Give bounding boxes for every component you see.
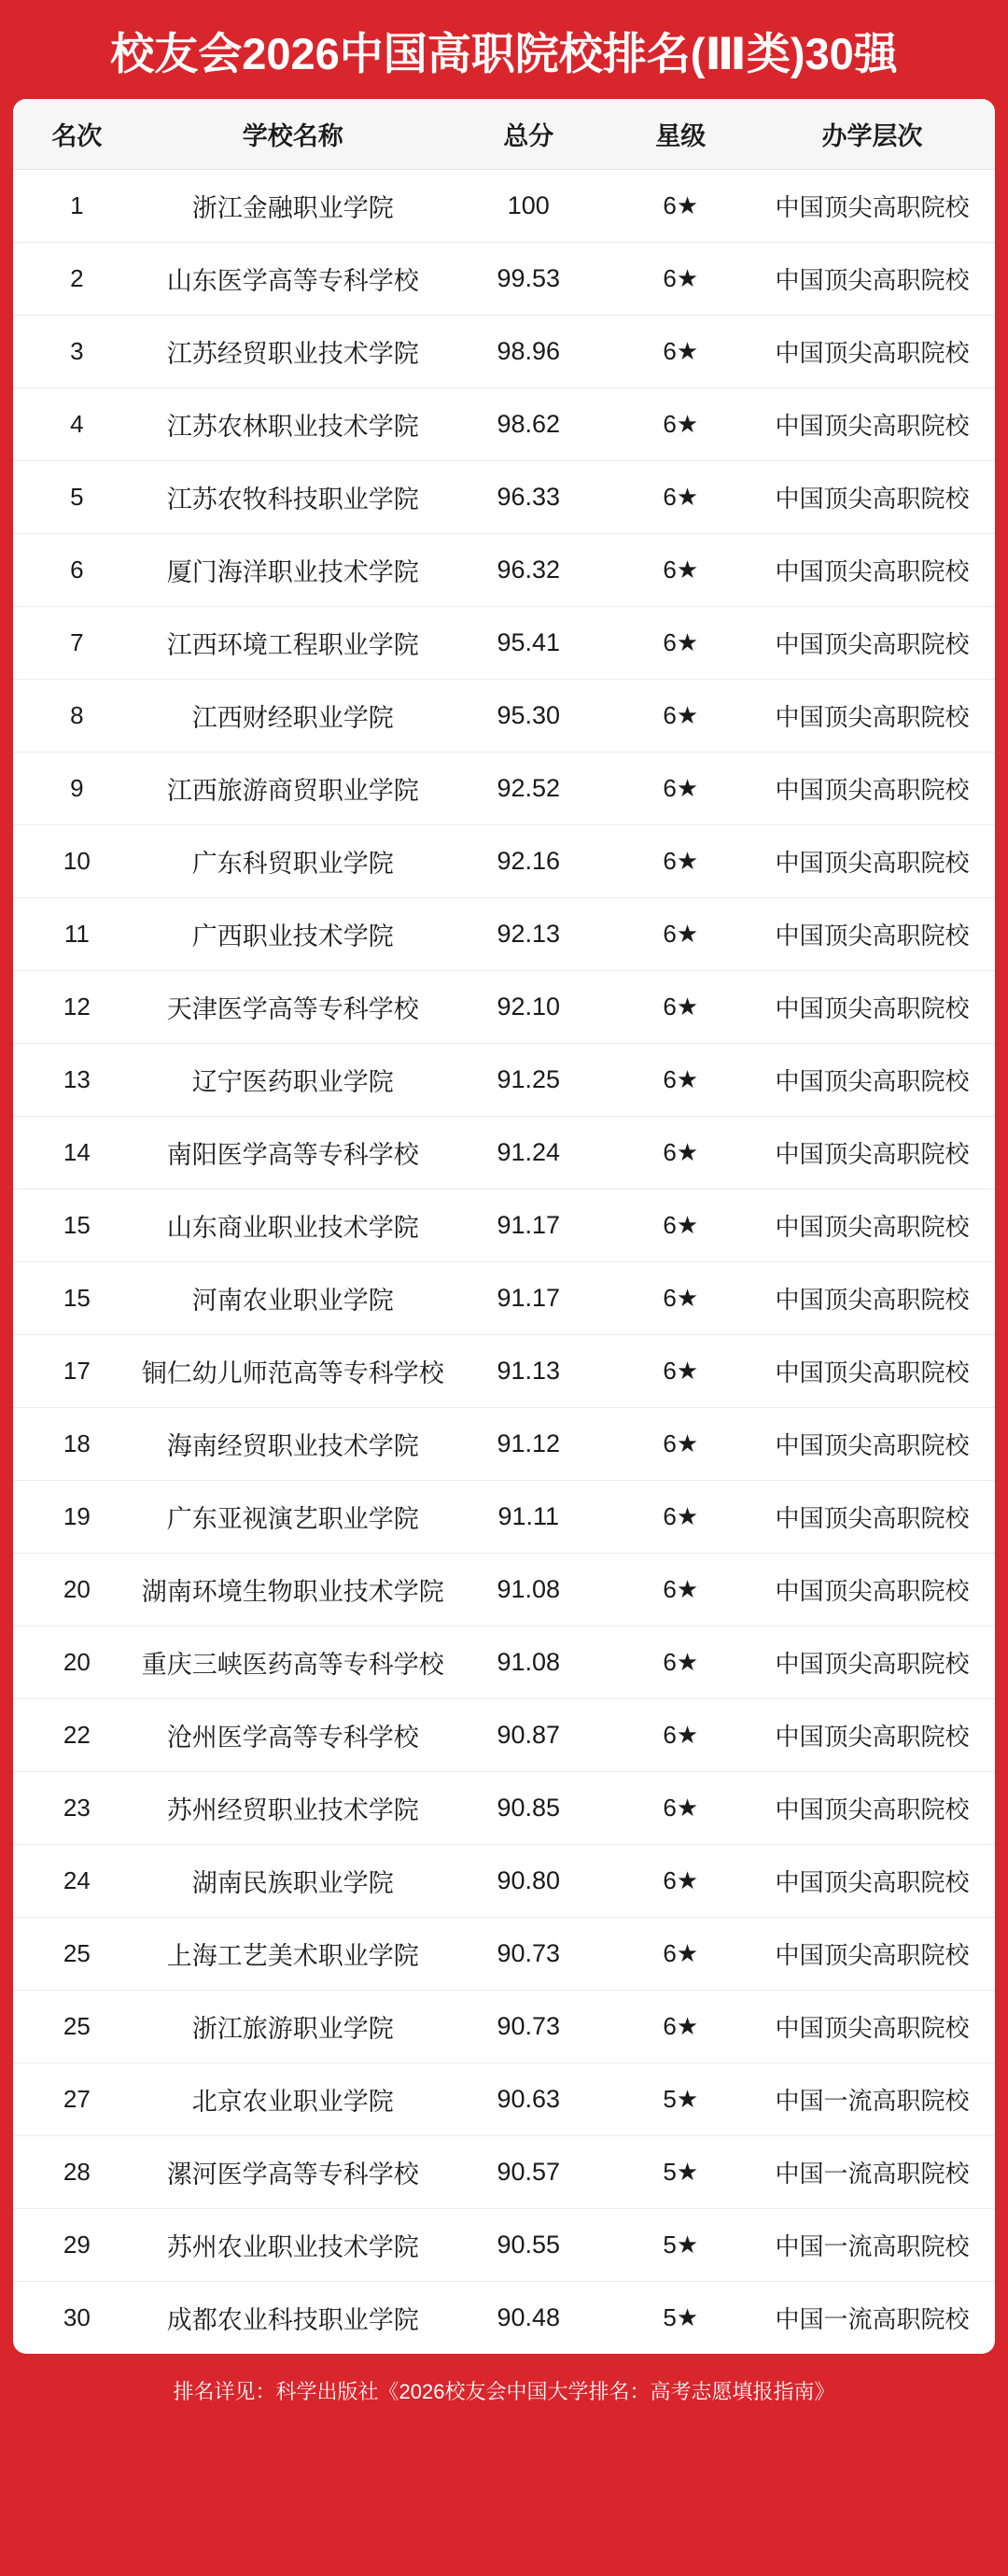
cell-school: 江西财经职业学院 bbox=[141, 680, 445, 753]
cell-star: 6★ bbox=[612, 534, 749, 607]
table-row bbox=[13, 1481, 995, 1554]
table-row bbox=[13, 2063, 995, 2136]
cell-level: 中国顶尖高职院校 bbox=[749, 1408, 995, 1481]
cell-star: 6★ bbox=[612, 316, 749, 388]
cell-star: 6★ bbox=[612, 898, 749, 971]
table-row bbox=[13, 1044, 995, 1117]
cell-rank: 19 bbox=[13, 1481, 141, 1554]
cell-score: 98.62 bbox=[445, 388, 612, 461]
table-row bbox=[13, 1991, 995, 2063]
cell-star: 6★ bbox=[612, 1845, 749, 1918]
cell-score: 90.55 bbox=[445, 2209, 612, 2282]
cell-rank: 30 bbox=[63, 2303, 91, 2332]
cell-rank: 7 bbox=[13, 607, 141, 680]
cell-score: 91.12 bbox=[445, 1408, 612, 1481]
table-row bbox=[13, 1918, 995, 1991]
cell-score: 90.80 bbox=[445, 1845, 612, 1918]
cell-level: 中国顶尖高职院校 bbox=[749, 898, 995, 971]
cell-school: 漯河医学高等专科学校 bbox=[141, 2136, 445, 2209]
cell-school: 广东亚视演艺职业学院 bbox=[141, 1481, 445, 1554]
table-row bbox=[13, 534, 995, 607]
cell-score: 96.33 bbox=[445, 461, 612, 534]
cell-star: 6★ bbox=[612, 1262, 749, 1335]
table-row bbox=[13, 316, 995, 388]
cell-school: 浙江金融职业学院 bbox=[141, 170, 445, 243]
cell-score: 98.96 bbox=[445, 316, 612, 388]
cell-level: 中国顶尖高职院校 bbox=[749, 825, 995, 898]
cell-score: 91.24 bbox=[445, 1117, 612, 1189]
cell-rank: 29 bbox=[13, 2209, 141, 2282]
cell-score: 90.57 bbox=[445, 2136, 612, 2209]
cell-school: 苏州农业职业技术学院 bbox=[141, 2209, 445, 2282]
cell-level: 中国顶尖高职院校 bbox=[749, 534, 995, 607]
cell-rank: 13 bbox=[13, 1044, 141, 1117]
page-title: 校友会2026中国高职院校排名(Ⅲ类)30强 bbox=[13, 13, 995, 99]
cell-star: 6★ bbox=[612, 825, 749, 898]
cell-score: 92.16 bbox=[445, 825, 612, 898]
cell-school: 天津医学高等专科学校 bbox=[141, 971, 445, 1044]
cell-score: 90.87 bbox=[445, 1699, 612, 1772]
cell-level: 中国顶尖高职院校 bbox=[749, 1044, 995, 1117]
table-row bbox=[13, 1335, 995, 1408]
cell-rank: 4 bbox=[13, 388, 141, 461]
cell-rank: 15 bbox=[13, 1189, 141, 1262]
cell-score: 96.32 bbox=[445, 534, 612, 607]
cell-rank: 9 bbox=[13, 753, 141, 825]
cell-school: 南阳医学高等专科学校 bbox=[141, 1117, 445, 1189]
cell-level: 中国一流高职院校 bbox=[775, 2305, 970, 2334]
table-header-row bbox=[13, 99, 995, 170]
cell-star: 6★ bbox=[612, 243, 749, 316]
cell-score: 92.10 bbox=[445, 971, 612, 1044]
cell-star: 6★ bbox=[612, 1044, 749, 1117]
cell-score: 100 bbox=[445, 170, 612, 243]
table-row bbox=[13, 2209, 995, 2282]
cell-rank: 27 bbox=[13, 2063, 141, 2136]
cell-school: 厦门海洋职业技术学院 bbox=[141, 534, 445, 607]
table-row bbox=[13, 1772, 995, 1845]
cell-school: 江苏农牧科技职业学院 bbox=[141, 461, 445, 534]
cell-star: 5★ bbox=[663, 2303, 699, 2332]
table-header bbox=[13, 99, 995, 170]
cell-level: 中国顶尖高职院校 bbox=[749, 1117, 995, 1189]
cell-level: 中国顶尖高职院校 bbox=[749, 170, 995, 243]
cell-rank: 1 bbox=[13, 170, 141, 243]
cell-star: 6★ bbox=[612, 1408, 749, 1481]
cell-score: 90.48 bbox=[497, 2303, 561, 2332]
cell-score: 99.53 bbox=[445, 243, 612, 316]
cell-rank: 18 bbox=[13, 1408, 141, 1481]
cell-school: 海南经贸职业技术学院 bbox=[141, 1408, 445, 1481]
cell-school: 湖南民族职业学院 bbox=[141, 1845, 445, 1918]
cell-star: 6★ bbox=[612, 1918, 749, 1991]
cell-school: 山东商业职业技术学院 bbox=[141, 1189, 445, 1262]
cell-star: 6★ bbox=[612, 1189, 749, 1262]
table-row bbox=[13, 1189, 995, 1262]
table-row bbox=[13, 1262, 995, 1335]
cell-rank: 23 bbox=[13, 1772, 141, 1845]
table-row bbox=[13, 1554, 995, 1626]
table-row bbox=[13, 753, 995, 825]
table-row bbox=[13, 388, 995, 461]
cell-level: 中国顶尖高职院校 bbox=[749, 243, 995, 316]
table-row bbox=[13, 2136, 995, 2209]
cell-level: 中国一流高职院校 bbox=[749, 2209, 995, 2282]
cell-star: 6★ bbox=[612, 461, 749, 534]
cell-school: 成都农业科技职业学院 bbox=[166, 2306, 419, 2335]
table-row bbox=[13, 170, 995, 243]
cell-star: 6★ bbox=[612, 1481, 749, 1554]
cell-score: 91.08 bbox=[445, 1626, 612, 1699]
cell-star: 6★ bbox=[612, 1991, 749, 2063]
cell-rank: 6 bbox=[13, 534, 141, 607]
cell-score: 90.73 bbox=[445, 1991, 612, 2063]
cell-level: 中国顶尖高职院校 bbox=[749, 1918, 995, 1991]
table-row bbox=[13, 461, 995, 534]
cell-rank: 8 bbox=[13, 680, 141, 753]
cell-level: 中国顶尖高职院校 bbox=[749, 753, 995, 825]
column-header-rank: 名次 bbox=[13, 99, 141, 170]
cell-school: 河南农业职业学院 bbox=[141, 1262, 445, 1335]
cell-star: 6★ bbox=[612, 388, 749, 461]
cell-score: 90.73 bbox=[445, 1918, 612, 1991]
ranking-card bbox=[13, 99, 995, 2354]
cell-level: 中国顶尖高职院校 bbox=[749, 607, 995, 680]
cell-rank: 15 bbox=[13, 1262, 141, 1335]
cell-rank: 11 bbox=[13, 898, 141, 971]
cell-level: 中国顶尖高职院校 bbox=[749, 388, 995, 461]
cell-star: 6★ bbox=[612, 753, 749, 825]
cell-star: 5★ bbox=[612, 2063, 749, 2136]
cell-score: 90.85 bbox=[445, 1772, 612, 1845]
cell-level: 中国一流高职院校 bbox=[749, 2136, 995, 2209]
cell-score: 95.41 bbox=[445, 607, 612, 680]
cell-level: 中国一流高职院校 bbox=[749, 2063, 995, 2136]
table-row bbox=[13, 1626, 995, 1699]
cell-school: 上海工艺美术职业学院 bbox=[141, 1918, 445, 1991]
table-row bbox=[13, 1699, 995, 1772]
table-body bbox=[13, 170, 995, 2355]
table-row bbox=[13, 2282, 995, 2355]
cell-school: 江苏农林职业技术学院 bbox=[141, 388, 445, 461]
table-row bbox=[13, 898, 995, 971]
column-header-score: 总分 bbox=[445, 99, 612, 170]
cell-school: 浙江旅游职业学院 bbox=[141, 1991, 445, 2063]
cell-score: 91.11 bbox=[445, 1481, 612, 1554]
cell-score: 92.52 bbox=[445, 753, 612, 825]
cell-level: 中国顶尖高职院校 bbox=[749, 1554, 995, 1626]
cell-rank: 10 bbox=[13, 825, 141, 898]
cell-star: 6★ bbox=[612, 170, 749, 243]
cell-star: 6★ bbox=[612, 680, 749, 753]
table-row bbox=[13, 1408, 995, 1481]
cell-level: 中国顶尖高职院校 bbox=[749, 1845, 995, 1918]
cell-level: 中国顶尖高职院校 bbox=[749, 1189, 995, 1262]
cell-level: 中国顶尖高职院校 bbox=[749, 1699, 995, 1772]
cell-level: 中国顶尖高职院校 bbox=[749, 971, 995, 1044]
cell-score: 95.30 bbox=[445, 680, 612, 753]
table-row bbox=[13, 243, 995, 316]
cell-score: 90.63 bbox=[445, 2063, 612, 2136]
cell-rank: 5 bbox=[13, 461, 141, 534]
cell-rank: 22 bbox=[13, 1699, 141, 1772]
cell-level: 中国顶尖高职院校 bbox=[749, 1626, 995, 1699]
cell-rank: 25 bbox=[13, 1918, 141, 1991]
cell-rank: 2 bbox=[13, 243, 141, 316]
cell-star: 6★ bbox=[612, 1117, 749, 1189]
column-header-star: 星级 bbox=[612, 99, 749, 170]
cell-level: 中国顶尖高职院校 bbox=[749, 680, 995, 753]
footer-note: 排名详见：科学出版社《2026校友会中国大学排名：高考志愿填报指南》 bbox=[173, 2380, 835, 2404]
cell-rank: 12 bbox=[13, 971, 141, 1044]
cell-school: 重庆三峡医药高等专科学校 bbox=[141, 1626, 445, 1699]
table-row bbox=[13, 825, 995, 898]
cell-star: 6★ bbox=[612, 607, 749, 680]
ranking-table bbox=[13, 99, 995, 2354]
cell-level: 中国顶尖高职院校 bbox=[749, 461, 995, 534]
cell-star: 6★ bbox=[612, 1699, 749, 1772]
cell-level: 中国顶尖高职院校 bbox=[749, 1772, 995, 1845]
cell-rank: 20 bbox=[13, 1554, 141, 1626]
cell-school: 湖南环境生物职业技术学院 bbox=[141, 1554, 445, 1626]
cell-star: 5★ bbox=[612, 2209, 749, 2282]
cell-school: 铜仁幼儿师范高等专科学校 bbox=[141, 1335, 445, 1408]
cell-rank: 3 bbox=[13, 316, 141, 388]
table-row bbox=[13, 1117, 995, 1189]
cell-school: 江苏经贸职业技术学院 bbox=[141, 316, 445, 388]
cell-rank: 24 bbox=[13, 1845, 141, 1918]
cell-star: 6★ bbox=[612, 1335, 749, 1408]
cell-rank: 14 bbox=[13, 1117, 141, 1189]
cell-school: 山东医学高等专科学校 bbox=[141, 243, 445, 316]
cell-score: 91.13 bbox=[445, 1335, 612, 1408]
cell-level: 中国顶尖高职院校 bbox=[749, 1262, 995, 1335]
cell-score: 92.13 bbox=[445, 898, 612, 971]
table-row bbox=[13, 680, 995, 753]
cell-school: 江西环境工程职业学院 bbox=[141, 607, 445, 680]
cell-school: 江西旅游商贸职业学院 bbox=[141, 753, 445, 825]
cell-score: 91.17 bbox=[445, 1189, 612, 1262]
cell-school: 北京农业职业学院 bbox=[141, 2063, 445, 2136]
cell-score: 91.08 bbox=[445, 1554, 612, 1626]
cell-star: 5★ bbox=[612, 2136, 749, 2209]
table-row bbox=[13, 1845, 995, 1918]
cell-school: 广西职业技术学院 bbox=[141, 898, 445, 971]
cell-school: 苏州经贸职业技术学院 bbox=[141, 1772, 445, 1845]
cell-rank: 17 bbox=[13, 1335, 141, 1408]
cell-level: 中国顶尖高职院校 bbox=[749, 1991, 995, 2063]
cell-level: 中国顶尖高职院校 bbox=[749, 316, 995, 388]
column-header-level: 办学层次 bbox=[749, 99, 995, 170]
column-header-school: 学校名称 bbox=[141, 99, 445, 170]
cell-level: 中国顶尖高职院校 bbox=[749, 1481, 995, 1554]
cell-rank: 28 bbox=[13, 2136, 141, 2209]
cell-star: 6★ bbox=[612, 971, 749, 1044]
cell-star: 6★ bbox=[612, 1626, 749, 1699]
cell-school: 广东科贸职业学院 bbox=[141, 825, 445, 898]
cell-rank: 20 bbox=[13, 1626, 141, 1699]
cell-school: 沧州医学高等专科学校 bbox=[141, 1699, 445, 1772]
table-row bbox=[13, 971, 995, 1044]
cell-star: 6★ bbox=[612, 1772, 749, 1845]
table-row bbox=[13, 607, 995, 680]
cell-star: 6★ bbox=[612, 1554, 749, 1626]
cell-school: 辽宁医药职业学院 bbox=[141, 1044, 445, 1117]
cell-score: 91.17 bbox=[445, 1262, 612, 1335]
cell-rank: 25 bbox=[13, 1991, 141, 2063]
cell-score: 91.25 bbox=[445, 1044, 612, 1117]
cell-level: 中国顶尖高职院校 bbox=[749, 1335, 995, 1408]
